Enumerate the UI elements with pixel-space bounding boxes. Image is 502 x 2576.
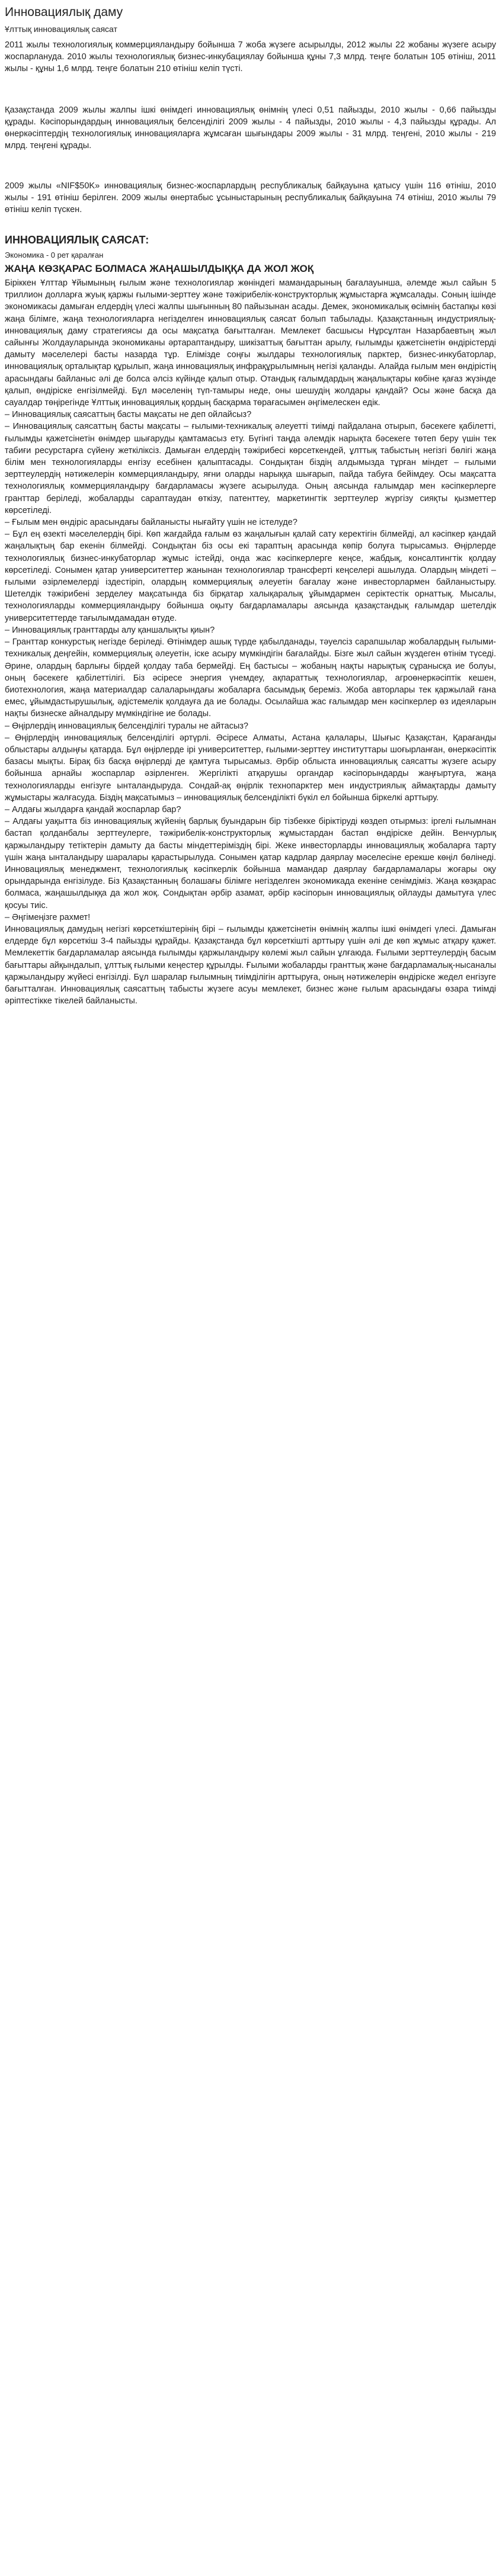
article-paragraph: Инновациялық дамудың негізгі көрсеткіштерінің бірі – ғылымды қажетсінетін өнімнің жалпы ішкі өнімдегі үлесі. Дамыған елдерде бұл көрсеткіш 3-4 пайызды құрайды. Қазақстанда бұл көрсеткішті арттыру үшін әлі де көп жұмыс атқару қажет. Мемлекеттік бағдарламалар аясында ғылымды қаржыландыру көлемі жыл сайын ұлғаюда. Ғылыми зерттеулердің басым бағыттары айқындалып, ұлттық ғылыми кеңестер құрылды. Ғылыми жобаларды гранттық және бағдарламалық-нысаналы қаржыландыру жүйесі енгізілді. Бұл шаралар ғылымның тиімділігін арттыруға, оның нәтижелерін өндіріске жедел енгізуге бағытталған. Инновациялық саясаттың табысты жүзеге асуы мемлекет, бизнес және ғылым арасындағы өзара тиімді әріптестікке тікелей байланысты. xyxy=(5,924,496,1006)
article-paragraph: – Өңірлердің инновациялық белсенділігі туралы не айтасыз? xyxy=(5,721,248,731)
spacer xyxy=(5,216,496,233)
article-paragraph: – Алдағы уақытта біз инновациялық жүйенің барлық буындарын бір тізбекке біріктіруді көздеп отырмыз: іргелі ғылымнан бастап қолданбалы зерттеулерге, тәжірибелік-конструкторлық жұмыстардан бастап өндіріске дейін. Венчурлық қаржыландыру тетіктерін дамыту да басты міндеттеріміздің бірі. Жеке инвесторларды инновациялық жобаларға тарту үшін жаңа ынталандыру шаралары қарастырылуда. Сонымен қатар кадрлар даярлау мәселесіне ерекше көңіл бөлінеді. Инновациялық менеджмент, технологиялық кәсіпкерлік бойынша мамандар даярлау бағдарламалары жоғары оқу орындарында енгізілуде. Біз Қазақстанның болашағы білімге негізделген экономикада екеніне сенімдіміз. Жаңа көзқарас болмаса, жаңашылдыққа да жол жоқ. Сондықтан әрбір азамат, әрбір кәсіпорын инновациялық ойлауды дамытуға үлес қосуы тиіс. xyxy=(5,817,496,910)
page-title: Инновациялық даму xyxy=(5,5,123,19)
page xyxy=(0,0,502,1007)
spacer xyxy=(5,152,496,180)
page-subtitle: Ұлттық инновациялық саясат xyxy=(5,24,117,34)
article-paragraph: Біріккен Ұлттар Ұйымының ғылым және технологиялар жөніндегі мамандарының бағалауынша, әлемде жыл сайын 5 триллион долларға жуық қаржы ғылыми-зерттеу және тәжірибелік-конструкторлық жұмыстарға жұмсалады. Соның ішінде экономикасы дамыған елдердің үлесі жалпы шығынның 80 пайызынан асады. Демек, экономикалық өсімнің бастапқы көзі жаңа білімге, жаңа технологияларға негізделген инновациялық саясат болып табылады. Қазақстанның индустриялық-инновациялық даму стратегиясы да осы мақсатқа бағытталған. Мемлекет басшысы Нұрсұлтан Назарбаевтың жыл сайынғы Жолдауларында экономиканы әртараптандыру, шикізаттық бағыттан арылу, ғылымды қажетсінетін өндірістерді дамыту мәселелері басты назарда тұр. Елімізде соңғы жылдары технологиялық парктер, бизнес-инкубаторлар, инновациялық орталықтар құрылып, жаңа инновациялық инфрақұрылымның негізі қаланды. Алайда ғылым мен өндірістің арасындағы байланыс әлі де болса әлсіз күйінде қалып отыр. Отандық ғалымдардың жаңалықтары көбіне қағаз жүзінде қалып, өндіріске енгізілмейді. Бұл мәселенің түп-тамыры неде, оны шешудің жолдары қандай? Осы және басқа да сауалдар төңірегінде Ұлттық инновациялық қордың басқарма төрағасымен әңгімелескен едік. xyxy=(5,278,496,408)
article-paragraph: – Инновациялық гранттарды алу қаншалықты қиын? xyxy=(5,625,215,635)
intro-paragraph: 2011 жылы технологиялық коммерцияландыру бойынша 7 жоба жүзеге асырылды, 2012 жылы 22 жобаны жүзеге асыру жоспарлануда. 2010 жылы технологиялық бизнес-инкубациялау бойынша құны 7,3 млрд. теңге болатын 105 өтініш, 2011 жылы - құны 1,6 млрд. теңге болатын 210 өтініш келіп түсті. xyxy=(5,40,496,73)
stats-paragraph: 2009 жылы «NIF$50K» инновациялық бизнес-жоспарлардың республикалық байқауына қатысу үшін 116 өтініш, 2010 жылы - 191 өтініш берілген. 2009 жылы өнертабыс ұсыныстарының республикалық байқауына 74 өтініш, 2010 жылы 79 өтініш келіп түскен. xyxy=(5,181,496,214)
article-paragraph: – Ғылым мен өндіріс арасындағы байланысты нығайту үшін не істелуде? xyxy=(5,518,298,528)
article-meta: Экономика - 0 рет қаралған xyxy=(5,251,104,259)
section-heading: ИННОВАЦИЯЛЫҚ САЯСАТ: xyxy=(5,234,149,246)
spacer xyxy=(5,75,496,104)
article-paragraph: – Бұл ең өзекті мәселелердің бірі. Көп жағдайда ғалым өз жаңалығын қалай сату керектігін білмейді, ал кәсіпкер қандай жаңалықтың бар екенін білмейді. Сондықтан біз осы екі тараптың арасында көпір болуға тырысамыз. Өңірлерде технологиялық бизнес-инкубаторлар жұмыс істейді, онда жас кәсіпкерлерге кеңсе, жабдық, консалтингтік қолдау көрсетіледі. Сонымен қатар университеттер жанынан технологиялар трансферті кеңселері ашылуда. Олардың міндеті – ғылыми әзірлемелерді іздестіріп, олардың коммерциялық әлеуетін бағалау және инвесторлармен байланыстыру. Шетелдік тәжірибені зерделеу мақсатында біз бірқатар халықаралық ұйымдармен серіктестік орнаттық. Мысалы, технологияларды коммерцияландыру бойынша оқыту бағдарламалары аясында қазақстандық ғалымдар шетелдік университеттерде тағылымдамадан өтуде. xyxy=(5,530,496,623)
article-paragraph: – Гранттар конкурстық негізде беріледі. Өтінімдер ашық түрде қабылданады, тәуелсіз сарапшылар жобалардың ғылыми-техникалық деңгейін, коммерциялық әлеуетін, іске асыру мүмкіндігін бағалайды. Бізге жыл сайын жүздеген өтінім түседі. Әрине, олардың барлығы бірдей қолдау таба бермейді. Ең бастысы – жобаның нақты нарықтық сұранысқа ие болуы, оның бәсекеге қабілеттілігі. Біз әсіресе энергия үнемдеу, ақпараттық технологиялар, агроөнеркәсіптік кешен, биотехнология, жаңа материалдар салаларындағы жобаларға басымдық береміз. Жоба авторлары тек қаржылай ғана емес, ұйымдастырушылық, әдістемелік қолдауға да ие болады. Осылайша жас ғалымдар мен кәсіпкерлер өз идеяларын нақты бизнеске айналдыру мүмкіндігіне ие болады. xyxy=(5,637,496,719)
article-headline: ЖАҢА КӨЗҚАРАС БОЛМАСА ЖАҢАШЫЛДЫҚҚА ДА ЖОЛ ЖОҚ xyxy=(5,263,314,274)
article-paragraph: – Әңгімеңізге рахмет! xyxy=(5,912,91,922)
article-paragraph: – Инновациялық саясаттың басты мақсаты – ғылыми-техникалық әлеуетті тиімді пайдалана отырып, бәсекеге қабілетті, ғылымды қажетсінетін өнімдер шығаруды қамтамасыз ету. Бүгінгі таңда әлемдік нарықта бәсекеге төтеп беру үшін тек табиғи ресурстарға сүйену жеткіліксіз. Дамыған елдердің тәжірибесі көрсеткендей, ұлттық табыстың негізгі бөлігі жаңа білім мен технологияларды енгізу есебінен қалыптасады. Сондықтан біздің алдымызда тұрған міндет – ғылыми зерттеулердің нәтижелерін коммерцияландыру, яғни оларды нарыққа шығарып, пайда табуға бейімдеу. Осы мақсатта технологиялық коммерцияландыру бағдарламасы жүзеге асырылуда. Оның аясында ғалымдар мен кәсіпкерлерге гранттар беріледі, жобаларды сараптаудан өткізу, патенттеу, маркетингтік зерттеулер жүргізу сияқты қызметтер көрсетіледі. xyxy=(5,422,496,515)
article-paragraph: – Инновациялық саясаттың басты мақсаты не деп ойлайсыз? xyxy=(5,410,252,420)
stats-paragraph: Қазақстанда 2009 жылы жалпы ішкі өнімдегі инновациялық өнімнің үлесі 0,51 пайызды, 2010 жылы - 0,66 пайызды құрады. Кәсіпорындардың инновациялық белсенділігі 2009 жылы - 4 пайызды, 2010 жылы - 4,3 пайызды құрады. Ал өнеркәсіптердің технологиялық инновацияларға жұмсаған шығындары 2009 жылы - 31 млрд. теңгені, 2010 жылы - 219 млрд. теңгені құрады. xyxy=(5,105,496,150)
article-paragraph: – Алдағы жылдарға қандай жоспарлар бар? xyxy=(5,804,181,814)
article-paragraph: – Өңірлердің инновациялық белсенділігі әртүрлі. Әсіресе Алматы, Астана қалалары, Шығыс Қазақстан, Қарағанды облыстары алдыңғы қатарда. Бұл өңірлерде ірі университеттер, ғылыми-зерттеу институттары шоғырланған, өнеркәсіптік базасы мықты. Бірақ біз басқа өңірлерді де қамтуға тырысамыз. Әрбір облыста инновациялық саясатты жүзеге асыру бойынша арнайы жоспарлар әзірленген. Жергілікті атқарушы органдар кәсіпорындарды жаңғыртуға, жаңа технологияларды енгізуге ынталандыруда. Сондай-ақ өңірлік технопарктер мен индустриялық аймақтарды дамыту жұмыстары жалғасуда. Біздің мақсатымыз – инновациялық белсенділікті бүкіл ел бойынша біркелкі арттыру. xyxy=(5,733,496,803)
article-body xyxy=(5,277,496,1007)
